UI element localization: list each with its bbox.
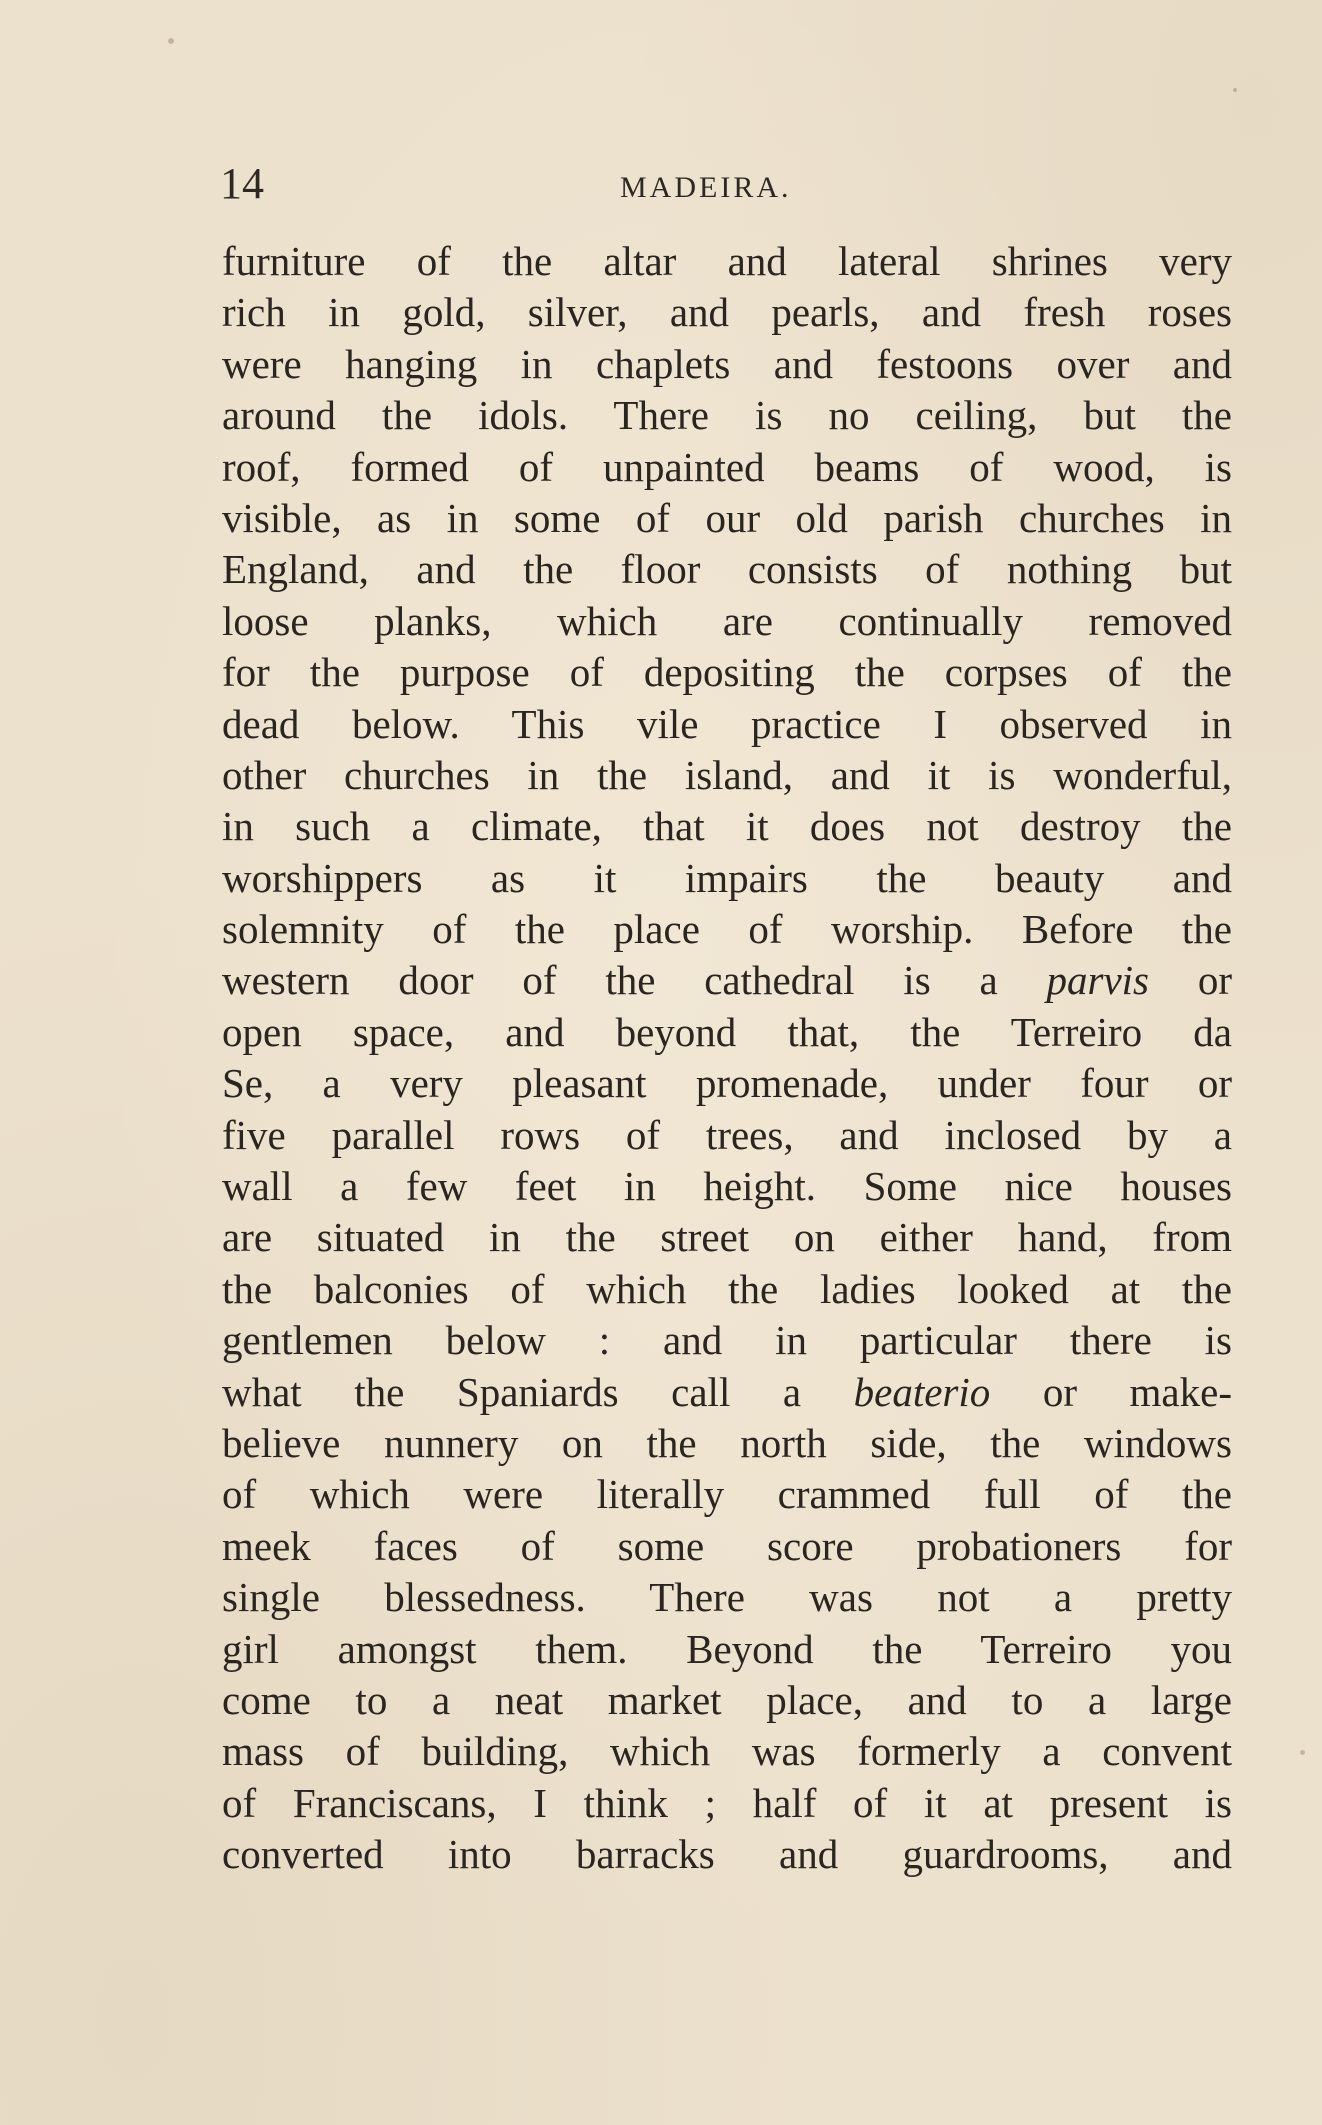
text-line (222, 1007, 1232, 1058)
line-segment: visible, as in some of our old parish churches in (222, 494, 1232, 541)
text-line (222, 699, 1232, 750)
text-line (222, 1778, 1232, 1829)
line-segment: dead below. This vile practice I observed in (222, 700, 1232, 747)
text-line (222, 1726, 1232, 1777)
paper-speck (1233, 88, 1237, 92)
body-text (222, 236, 1232, 1881)
line-segment: for the purpose of depositing the corpses of the (222, 649, 1232, 696)
paper-speck (168, 38, 174, 44)
line-segment: or make- (990, 1368, 1232, 1415)
line-segment: solemnity of the place of worship. Before the (222, 906, 1232, 953)
line-segment: furniture of the altar and lateral shrines very (222, 238, 1232, 284)
text-line (222, 750, 1232, 801)
paper-speck (1300, 1750, 1305, 1755)
text-line (222, 1161, 1232, 1212)
text-line (222, 1829, 1232, 1880)
text-line (222, 493, 1232, 544)
line-segment: what the Spaniards call a (222, 1368, 854, 1415)
line-segment: converted into barracks and guardrooms, and (222, 1831, 1232, 1878)
line-segment: loose planks, which are continually removed (222, 597, 1232, 644)
text-line (222, 1315, 1232, 1366)
running-title: MADEIRA. (620, 171, 792, 204)
text-line (222, 955, 1232, 1006)
line-segment: other churches in the island, and it is wonderful, (222, 751, 1232, 798)
text-line (222, 1212, 1232, 1263)
text-line (222, 1624, 1232, 1675)
line-segment: single blessedness. There was not a pretty (222, 1574, 1232, 1621)
text-line (222, 544, 1232, 595)
text-line (222, 390, 1232, 441)
line-segment: meek faces of some score probationers for (222, 1522, 1232, 1569)
line-segment: girl amongst them. Beyond the Terreiro you (222, 1625, 1232, 1672)
line-segment: roof, formed of unpainted beams of wood, is (222, 443, 1232, 490)
line-segment: were hanging in chaplets and festoons over and (222, 340, 1232, 387)
text-line (222, 1110, 1232, 1161)
line-segment: Se, a very pleasant promenade, under four or (222, 1060, 1232, 1107)
text-line (222, 1058, 1232, 1109)
text-line (222, 1367, 1232, 1418)
line-segment: open space, and beyond that, the Terreiro da (222, 1008, 1232, 1055)
text-line (222, 904, 1232, 955)
text-line (222, 801, 1232, 852)
text-line (222, 1572, 1232, 1623)
text-line (222, 1264, 1232, 1315)
text-line (222, 1469, 1232, 1520)
text-line (222, 287, 1232, 338)
line-segment: western door of the cathedral is a (222, 957, 1047, 1004)
page-number: 14 (220, 159, 264, 208)
line-segment: England, and the floor consists of nothing but (222, 546, 1232, 593)
text-line (222, 1675, 1232, 1726)
line-segment: rich in gold, silver, and pearls, and fresh roses (222, 289, 1232, 336)
line-segment: around the idols. There is no ceiling, but the (222, 392, 1232, 439)
line-segment: wall a few feet in height. Some nice houses (222, 1163, 1232, 1210)
text-line (222, 339, 1232, 390)
line-segment: of which were literally crammed full of the (222, 1471, 1232, 1518)
line-segment: of Franciscans, I think ; half of it at present is (222, 1779, 1232, 1826)
text-line (222, 596, 1232, 647)
line-segment: the balconies of which the ladies looked at the (222, 1265, 1232, 1312)
line-segment: worshippers as it impairs the beauty and (222, 854, 1232, 901)
text-line (222, 236, 1232, 287)
text-line (222, 1521, 1232, 1572)
page-header (220, 158, 1240, 218)
line-segment: in such a climate, that it does not destroy the (222, 803, 1232, 850)
italic-term: parvis (1046, 957, 1150, 1004)
line-segment: mass of building, which was formerly a convent (222, 1728, 1232, 1775)
line-segment: or (1149, 957, 1232, 1004)
text-line (222, 647, 1232, 698)
text-line (222, 442, 1232, 493)
line-segment: five parallel rows of trees, and inclosed by a (222, 1111, 1232, 1158)
text-line (222, 1418, 1232, 1469)
line-segment: gentlemen below : and in particular there is (222, 1317, 1232, 1364)
line-segment: believe nunnery on the north side, the windows (222, 1419, 1232, 1466)
text-line (222, 853, 1232, 904)
italic-term: beaterio (853, 1368, 991, 1415)
line-segment: come to a neat market place, and to a large (222, 1676, 1232, 1723)
line-segment: are situated in the street on either hand, from (222, 1214, 1232, 1261)
